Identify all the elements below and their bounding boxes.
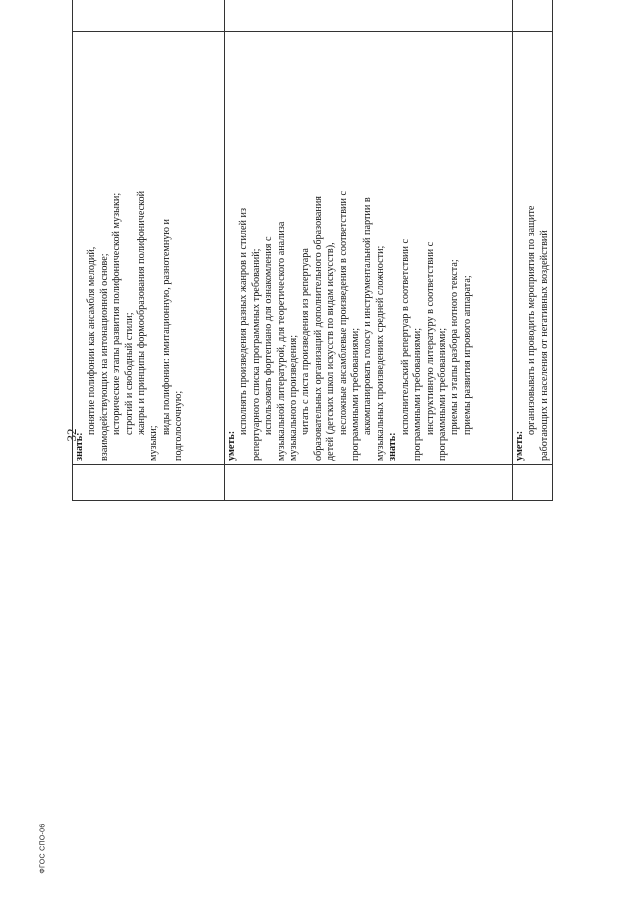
topic-line: программными требованиями; xyxy=(350,327,362,461)
topic-line: работающих и населения от негативных воздействий xyxy=(538,230,550,461)
topic-cell xyxy=(73,32,225,465)
topic-line: взаимодействующих на интонационной основе; xyxy=(98,253,110,461)
page-number: 32 xyxy=(64,428,79,442)
rotated-table-inner xyxy=(72,0,550,501)
topic-line: исторические этапы развития полифонической музыки; xyxy=(111,192,123,435)
table-row xyxy=(225,0,513,501)
topic-line: строгий и свободный стили; xyxy=(123,312,135,435)
footer-code: ФГОС СПО-06 xyxy=(39,823,47,874)
topic-line: понятие полифонии как ансамбля мелодий, xyxy=(86,246,98,435)
topic-line: программными требованиями; xyxy=(436,327,448,461)
index-cell xyxy=(225,465,513,501)
competency-table xyxy=(72,0,553,501)
topic-line: инструктивную литературу в соответствии с xyxy=(424,241,436,435)
topic-line: исполнительский репертуар в соответствии с xyxy=(399,239,411,435)
topic-line: приемы и этапы разбора нотного текста; xyxy=(449,259,461,435)
table-row xyxy=(73,0,225,501)
keyword-know: знать: xyxy=(387,432,399,461)
table-row xyxy=(513,0,553,501)
topic-line: программными требованиями; xyxy=(412,327,424,461)
topic-line: музыкальных произведениях средней сложности; xyxy=(374,245,386,461)
topic-line: музыкального произведения; xyxy=(288,334,300,461)
topic-cell xyxy=(225,32,513,465)
topic-line: репертуарного списка программных требований; xyxy=(250,248,262,461)
topic-line: виды полифонии: имитационную, разнотемную и xyxy=(160,219,172,435)
topic-line: жанры и принципы формообразования полифонической xyxy=(136,190,148,435)
topic-cell xyxy=(513,32,553,465)
topic-line: детей (детских школ искусств по видам искусств), xyxy=(325,242,337,461)
index-cell xyxy=(73,465,225,501)
keyword-can: уметь: xyxy=(226,430,237,461)
topic-line: несложные ансамблевые произведения в соответствии с xyxy=(337,190,349,435)
topic-line: подголосочную; xyxy=(173,390,185,461)
hours-cell xyxy=(73,0,225,32)
keyword-know: знать: xyxy=(74,432,85,461)
topic-line: исполнять произведения разных жанров и стилей из xyxy=(238,208,250,435)
topic-line: образовательных организаций дополнительного образования xyxy=(312,196,324,461)
topic-line: приемы развития игрового аппарата; xyxy=(461,275,473,435)
keyword-can: уметь: xyxy=(514,430,525,461)
rotated-table-area xyxy=(72,23,550,823)
topic-line: музыкальной литературой, для теоретического анализа xyxy=(275,221,287,461)
index-cell xyxy=(513,465,553,501)
topic-line: использовать фортепиано для ознакомления с xyxy=(263,236,275,435)
topic-line: музыки; xyxy=(148,425,160,461)
topic-line: читать с листа произведения из репертуара xyxy=(300,248,312,435)
topic-line: организовывать и проводить мероприятия по защите xyxy=(526,205,538,435)
hours-cell xyxy=(513,0,553,32)
hours-cell xyxy=(225,0,513,32)
topic-line: аккомпанировать голосу и инструментальной партии в xyxy=(362,197,374,435)
